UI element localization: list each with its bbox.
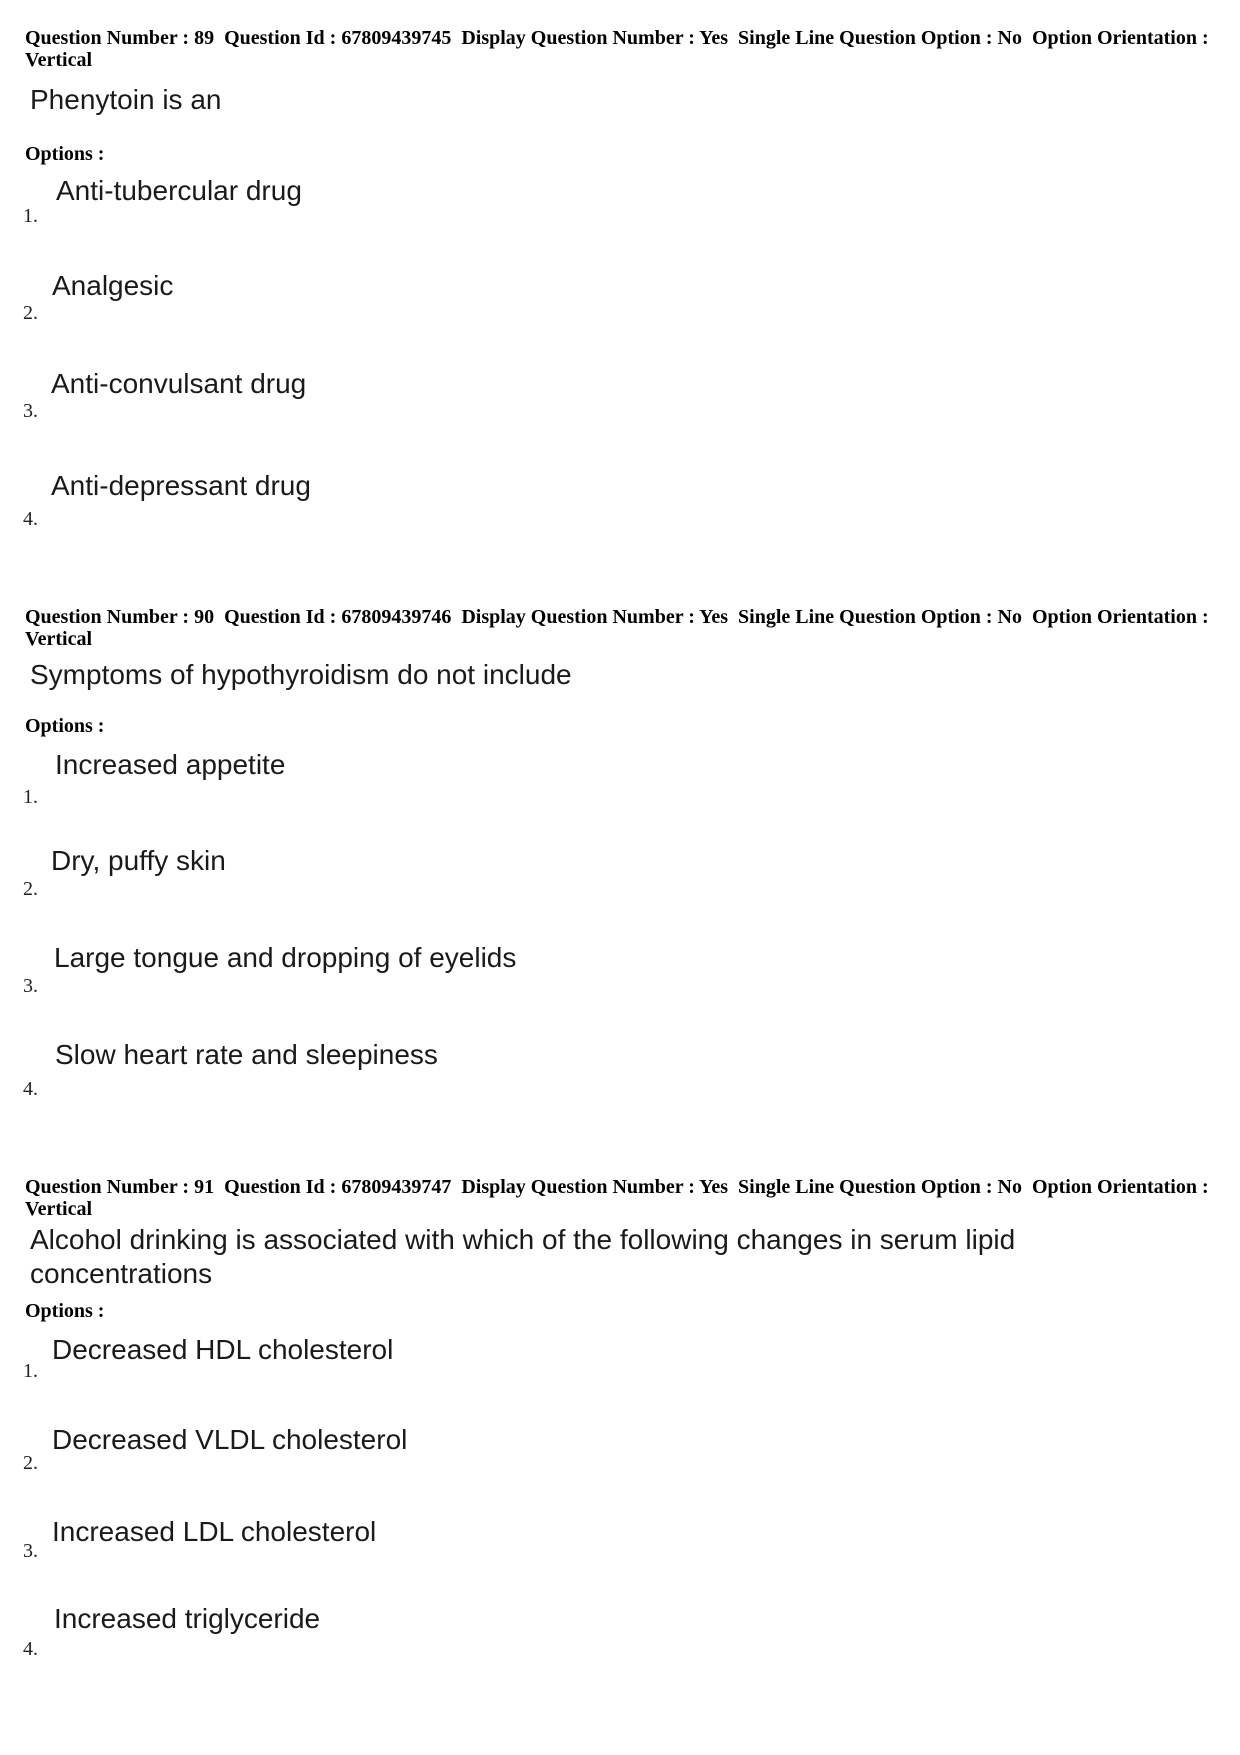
option-text: Increased LDL cholesterol [52, 1516, 377, 1547]
option-text: Slow heart rate and sleepiness [55, 1039, 438, 1070]
option-text: Decreased HDL cholesterol [52, 1334, 394, 1365]
option-number: 4. [23, 1078, 38, 1100]
question-stem: Symptoms of hypothyroidism do not include [30, 659, 572, 690]
options-label: Options : [25, 715, 105, 737]
option-number: 3. [23, 975, 38, 997]
question-meta: Question Number : 89 Question Id : 67809439745 Display Question Number : Yes Single Line Question Option : No Option Orientation : Vertical [25, 27, 1214, 71]
option-text: Increased triglyceride [54, 1603, 321, 1634]
question-stem: Phenytoin is an [30, 84, 222, 115]
question-stem: Alcohol drinking is associated with which of the following changes in serum lipid concentrations [30, 1224, 1016, 1289]
option-text: Anti-convulsant drug [51, 368, 307, 399]
option-number: 3. [23, 1540, 38, 1562]
option-number: 4. [23, 508, 38, 530]
option-number: 1. [23, 1360, 38, 1382]
option-number: 2. [23, 302, 38, 324]
question-meta: Question Number : 90 Question Id : 67809439746 Display Question Number : Yes Single Line Question Option : No Option Orientation : Vertical [25, 606, 1214, 650]
options-label: Options : [25, 1300, 105, 1322]
option-text: Anti-tubercular drug [56, 175, 302, 206]
option-number: 3. [23, 400, 38, 422]
option-text: Anti-depressant drug [51, 470, 311, 501]
option-text: Decreased VLDL cholesterol [52, 1424, 408, 1455]
option-text: Dry, puffy skin [51, 845, 226, 876]
option-number: 2. [23, 878, 38, 900]
options-label: Options : [25, 143, 105, 165]
option-number: 1. [23, 786, 38, 808]
option-text: Analgesic [52, 270, 174, 301]
option-number: 2. [23, 1452, 38, 1474]
option-number: 4. [23, 1638, 38, 1660]
option-number: 1. [23, 205, 38, 227]
question-meta: Question Number : 91 Question Id : 67809439747 Display Question Number : Yes Single Line Question Option : No Option Orientation : Vertical [25, 1176, 1214, 1220]
option-text: Increased appetite [55, 749, 286, 780]
option-text: Large tongue and dropping of eyelids [54, 942, 517, 973]
